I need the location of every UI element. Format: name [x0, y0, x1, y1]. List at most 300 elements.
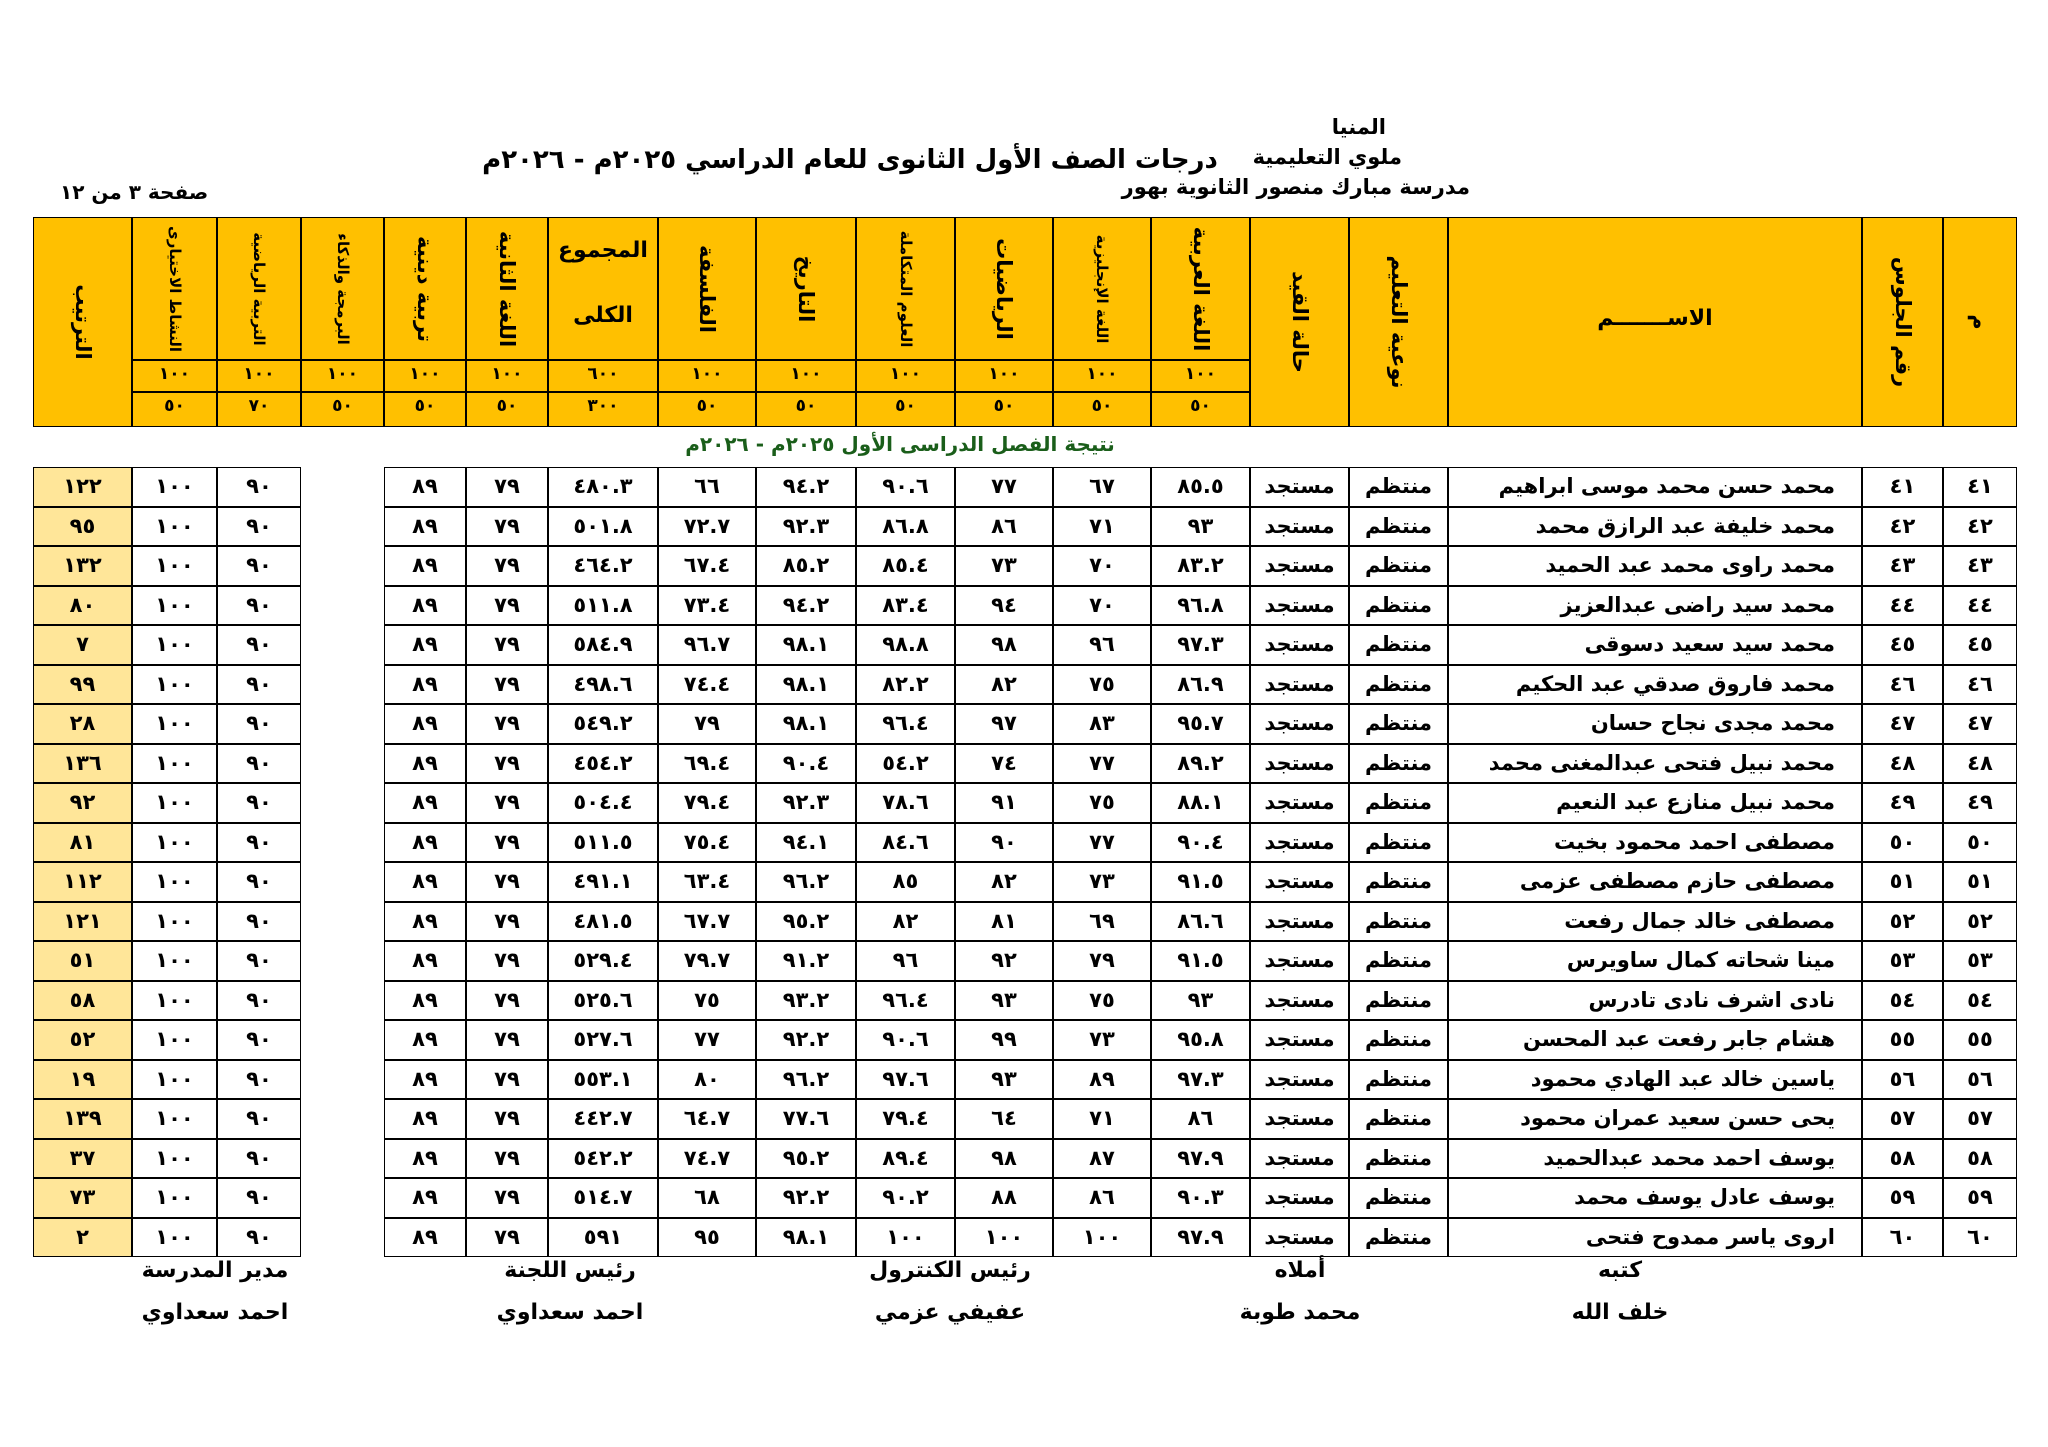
cell-philosophy: ٩٦.٧ [658, 625, 756, 665]
cell-total: ٤٦٤.٢ [548, 546, 658, 586]
cell-activity: ١٠٠ [132, 1139, 217, 1179]
min-mark-english: ٥٠ [1053, 392, 1151, 427]
cell-philosophy: ٦٦ [658, 467, 756, 507]
cell-religion: ٨٩ [384, 862, 466, 902]
cell-history: ٧٧.٦ [756, 1099, 856, 1139]
cell-sports: ٩٠ [217, 625, 301, 665]
cell-seat: ٥٣ [1862, 941, 1943, 981]
cell-rank: ٩٩ [33, 665, 132, 705]
cell-edu: منتظم [1349, 1218, 1448, 1258]
header-second-label: اللغة الثانية [495, 230, 519, 347]
header-religion-label: تربية دينية [413, 235, 437, 342]
cell-name: نادى اشرف نادى تادرس [1448, 981, 1862, 1021]
cell-science: ٧٨.٦ [856, 783, 955, 823]
cell-math: ٨١ [955, 902, 1053, 942]
min-mark-history: ٥٠ [756, 392, 856, 427]
cell-history: ٩٨.١ [756, 665, 856, 705]
cell-second: ٧٩ [466, 625, 548, 665]
max-mark-activity: ١٠٠ [132, 360, 217, 392]
cell-religion: ٨٩ [384, 1060, 466, 1100]
cell-status: مستجد [1250, 823, 1349, 863]
cell-english: ٧٥ [1053, 981, 1151, 1021]
cell-total: ٥٠١.٨ [548, 507, 658, 547]
header-status [1250, 217, 1349, 427]
cell-name: مصطفى خالد جمال رفعت [1448, 902, 1862, 942]
cell-philosophy: ٧٤.٤ [658, 665, 756, 705]
cell-math: ٩٣ [955, 1060, 1053, 1100]
cell-seat: ٤٦ [1862, 665, 1943, 705]
cell-science: ٩٠.٦ [856, 467, 955, 507]
cell-activity: ١٠٠ [132, 1020, 217, 1060]
cell-math: ٨٢ [955, 665, 1053, 705]
cell-philosophy: ٦٧.٧ [658, 902, 756, 942]
cell-math: ٩١ [955, 783, 1053, 823]
cell-english: ١٠٠ [1053, 1218, 1151, 1258]
header-programming-label: البرمجة والذكاء [333, 232, 352, 345]
cell-second: ٧٩ [466, 783, 548, 823]
cell-math: ٨٢ [955, 862, 1053, 902]
cell-science: ٨٣.٤ [856, 586, 955, 626]
cell-arabic: ٨٣.٢ [1151, 546, 1250, 586]
signature-name: احمد سعداوي [141, 1300, 289, 1325]
cell-religion: ٨٩ [384, 744, 466, 784]
cell-num: ٤٩ [1943, 783, 2017, 823]
cell-num: ٥١ [1943, 862, 2017, 902]
cell-second: ٧٩ [466, 941, 548, 981]
cell-num: ٥٠ [1943, 823, 2017, 863]
header-philosophy [658, 217, 756, 360]
cell-history: ٩٤.١ [756, 823, 856, 863]
cell-history: ٩٢.٢ [756, 1020, 856, 1060]
cell-math: ٩٠ [955, 823, 1053, 863]
max-mark-math: ١٠٠ [955, 360, 1053, 392]
cell-science: ٨٢.٢ [856, 665, 955, 705]
cell-second: ٧٩ [466, 981, 548, 1021]
cell-english: ٦٩ [1053, 902, 1151, 942]
max-mark-programming: ١٠٠ [301, 360, 384, 392]
cell-status: مستجد [1250, 665, 1349, 705]
cell-seat: ٥٦ [1862, 1060, 1943, 1100]
cell-arabic: ٨٦.٦ [1151, 902, 1250, 942]
min-mark-second: ٥٠ [466, 392, 548, 427]
cell-seat: ٦٠ [1862, 1218, 1943, 1258]
cell-religion: ٨٩ [384, 546, 466, 586]
cell-history: ٩٠.٤ [756, 744, 856, 784]
cell-math: ٨٨ [955, 1178, 1053, 1218]
header-history [756, 217, 856, 360]
header-math-label: الرياضيات [992, 237, 1016, 340]
cell-arabic: ٩٠.٤ [1151, 823, 1250, 863]
header-sports-label: التربية الرياضية [250, 231, 268, 346]
cell-name: هشام جابر رفعت عبد المحسن [1448, 1020, 1862, 1060]
cell-religion: ٨٩ [384, 665, 466, 705]
header-english [1053, 217, 1151, 360]
cell-rank: ١٣٦ [33, 744, 132, 784]
cell-english: ٩٦ [1053, 625, 1151, 665]
max-mark-total: ٦٠٠ [548, 360, 658, 392]
cell-num: ٤٢ [1943, 507, 2017, 547]
cell-rank: ١٢٢ [33, 467, 132, 507]
cell-history: ٩٤.٢ [756, 586, 856, 626]
cell-seat: ٤١ [1862, 467, 1943, 507]
cell-religion: ٨٩ [384, 783, 466, 823]
cell-arabic: ٩٦.٨ [1151, 586, 1250, 626]
cell-num: ٤٨ [1943, 744, 2017, 784]
signature-name: احمد سعداوي [496, 1300, 644, 1325]
cell-status: مستجد [1250, 625, 1349, 665]
cell-english: ٧٠ [1053, 546, 1151, 586]
cell-activity: ١٠٠ [132, 981, 217, 1021]
cell-num: ٥٨ [1943, 1139, 2017, 1179]
cell-sports: ٩٠ [217, 665, 301, 705]
cell-activity: ١٠٠ [132, 941, 217, 981]
cell-english: ٧٥ [1053, 665, 1151, 705]
cell-second: ٧٩ [466, 467, 548, 507]
cell-seat: ٤٥ [1862, 625, 1943, 665]
cell-math: ٩٧ [955, 704, 1053, 744]
cell-history: ٩٢.٣ [756, 783, 856, 823]
cell-arabic: ٩٥.٧ [1151, 704, 1250, 744]
cell-total: ٤٥٤.٢ [548, 744, 658, 784]
cell-english: ٧١ [1053, 1099, 1151, 1139]
header-edu-label: نوعية التعليم [1386, 255, 1411, 389]
cell-num: ٤٣ [1943, 546, 2017, 586]
min-mark-philosophy: ٥٠ [658, 392, 756, 427]
cell-science: ٨٢ [856, 902, 955, 942]
min-mark-programming: ٥٠ [301, 392, 384, 427]
max-mark-english: ١٠٠ [1053, 360, 1151, 392]
cell-num: ٥٣ [1943, 941, 2017, 981]
cell-total: ٥٥٣.١ [548, 1060, 658, 1100]
cell-science: ٩٦.٤ [856, 704, 955, 744]
cell-activity: ١٠٠ [132, 665, 217, 705]
cell-edu: منتظم [1349, 586, 1448, 626]
cell-name: محمد سيد سعيد دسوقى [1448, 625, 1862, 665]
cell-history: ٩٢.٣ [756, 507, 856, 547]
cell-sports: ٩٠ [217, 823, 301, 863]
cell-second: ٧٩ [466, 1060, 548, 1100]
cell-total: ٤٩٨.٦ [548, 665, 658, 705]
cell-activity: ١٠٠ [132, 902, 217, 942]
cell-name: محمد مجدى نجاح حسان [1448, 704, 1862, 744]
cell-science: ٩٠.٢ [856, 1178, 955, 1218]
cell-history: ٩٤.٢ [756, 467, 856, 507]
header-math [955, 217, 1053, 360]
min-mark-science: ٥٠ [856, 392, 955, 427]
cell-science: ٨٥ [856, 862, 955, 902]
cell-history: ٩٨.١ [756, 704, 856, 744]
header-activity [132, 217, 217, 360]
cell-activity: ١٠٠ [132, 1178, 217, 1218]
cell-total: ٥٩١ [548, 1218, 658, 1258]
cell-science: ٩٠.٦ [856, 1020, 955, 1060]
cell-religion: ٨٩ [384, 823, 466, 863]
cell-english: ٧٣ [1053, 1020, 1151, 1060]
cell-math: ٩٢ [955, 941, 1053, 981]
cell-edu: منتظم [1349, 507, 1448, 547]
header-arabic [1151, 217, 1250, 360]
cell-status: مستجد [1250, 704, 1349, 744]
header-english-label: اللغة الإنجليزية [1093, 234, 1111, 343]
cell-seat: ٥٠ [1862, 823, 1943, 863]
cell-name: محمد حسن محمد موسى ابراهيم [1448, 467, 1862, 507]
cell-philosophy: ٧٢.٧ [658, 507, 756, 547]
max-mark-philosophy: ١٠٠ [658, 360, 756, 392]
cell-philosophy: ٧٤.٧ [658, 1139, 756, 1179]
cell-total: ٥٠٤.٤ [548, 783, 658, 823]
cell-num: ٥٥ [1943, 1020, 2017, 1060]
cell-seat: ٥٢ [1862, 902, 1943, 942]
cell-total: ٥٢٥.٦ [548, 981, 658, 1021]
cell-sports: ٩٠ [217, 941, 301, 981]
cell-num: ٥٧ [1943, 1099, 2017, 1139]
page-title: درجات الصف الأول الثانوى للعام الدراسي ٢٠٢٥م - ٢٠٢٦م [482, 145, 1218, 175]
cell-status: مستجد [1250, 1060, 1349, 1100]
cell-sports: ٩٠ [217, 467, 301, 507]
cell-sports: ٩٠ [217, 1020, 301, 1060]
cell-edu: منتظم [1349, 1020, 1448, 1060]
header-philosophy-label: الفلسفة [695, 244, 719, 333]
cell-status: مستجد [1250, 902, 1349, 942]
cell-math: ٩٩ [955, 1020, 1053, 1060]
cell-total: ٤٩١.١ [548, 862, 658, 902]
administration-label: ملوي التعليمية [1252, 145, 1402, 169]
header-total-line2: الكلى [573, 303, 633, 328]
cell-philosophy: ٩٥ [658, 1218, 756, 1258]
header-history-label: التاريخ [794, 255, 818, 322]
cell-seat: ٥٨ [1862, 1139, 1943, 1179]
cell-philosophy: ٧٣.٤ [658, 586, 756, 626]
max-mark-arabic: ١٠٠ [1151, 360, 1250, 392]
cell-rank: ٢٨ [33, 704, 132, 744]
governorate-label: المنيا [1331, 115, 1386, 139]
signature-name: خلف الله [1571, 1300, 1669, 1325]
cell-second: ٧٩ [466, 1020, 548, 1060]
max-mark-history: ١٠٠ [756, 360, 856, 392]
page-number: صفحة ٣ من ١٢ [60, 180, 209, 204]
cell-status: مستجد [1250, 744, 1349, 784]
cell-religion: ٨٩ [384, 981, 466, 1021]
cell-science: ٨٥.٤ [856, 546, 955, 586]
cell-arabic: ٨٨.١ [1151, 783, 1250, 823]
cell-science: ٩٧.٦ [856, 1060, 955, 1100]
cell-arabic: ٨٦ [1151, 1099, 1250, 1139]
cell-rank: ١١٢ [33, 862, 132, 902]
max-mark-sports: ١٠٠ [217, 360, 301, 392]
cell-status: مستجد [1250, 1020, 1349, 1060]
cell-edu: منتظم [1349, 625, 1448, 665]
cell-edu: منتظم [1349, 665, 1448, 705]
cell-edu: منتظم [1349, 902, 1448, 942]
cell-status: مستجد [1250, 941, 1349, 981]
school-name: مدرسة مبارك منصور الثانوية بهور [1121, 175, 1470, 199]
cell-total: ٤٨١.٥ [548, 902, 658, 942]
header-seat-label: رقم الجلوس [1890, 256, 1915, 388]
cell-second: ٧٩ [466, 665, 548, 705]
cell-science: ١٠٠ [856, 1218, 955, 1258]
cell-name: محمد نبيل فتحى عبدالمغنى محمد [1448, 744, 1862, 784]
cell-arabic: ٩٣ [1151, 981, 1250, 1021]
cell-sports: ٩٠ [217, 1178, 301, 1218]
cell-sports: ٩٠ [217, 1060, 301, 1100]
cell-status: مستجد [1250, 862, 1349, 902]
cell-total: ٥٤٢.٢ [548, 1139, 658, 1179]
cell-arabic: ٩١.٥ [1151, 941, 1250, 981]
cell-arabic: ٩١.٥ [1151, 862, 1250, 902]
cell-science: ٧٩.٤ [856, 1099, 955, 1139]
cell-num: ٥٦ [1943, 1060, 2017, 1100]
cell-science: ٩٦ [856, 941, 955, 981]
cell-math: ٧٤ [955, 744, 1053, 784]
cell-history: ٨٥.٢ [756, 546, 856, 586]
cell-num: ٤٧ [1943, 704, 2017, 744]
cell-seat: ٤٢ [1862, 507, 1943, 547]
cell-rank: ٩٥ [33, 507, 132, 547]
cell-status: مستجد [1250, 1218, 1349, 1258]
cell-religion: ٨٩ [384, 507, 466, 547]
signature-role: رئيس اللجنة [504, 1258, 636, 1283]
cell-math: ١٠٠ [955, 1218, 1053, 1258]
cell-status: مستجد [1250, 981, 1349, 1021]
signature-name: عفيفي عزمي [874, 1300, 1026, 1325]
cell-total: ٥٨٤.٩ [548, 625, 658, 665]
cell-english: ٨٣ [1053, 704, 1151, 744]
cell-english: ٨٦ [1053, 1178, 1151, 1218]
cell-math: ٧٧ [955, 467, 1053, 507]
cell-num: ٤٤ [1943, 586, 2017, 626]
header-religion [384, 217, 466, 360]
cell-history: ٩٣.٢ [756, 981, 856, 1021]
cell-second: ٧٩ [466, 1099, 548, 1139]
cell-name: مصطفى حازم مصطفى عزمى [1448, 862, 1862, 902]
cell-second: ٧٩ [466, 546, 548, 586]
cell-rank: ٥٨ [33, 981, 132, 1021]
cell-religion: ٨٩ [384, 1020, 466, 1060]
cell-total: ٥١٤.٧ [548, 1178, 658, 1218]
cell-science: ٨٩.٤ [856, 1139, 955, 1179]
cell-sports: ٩٠ [217, 783, 301, 823]
max-mark-second: ١٠٠ [466, 360, 548, 392]
cell-seat: ٥٤ [1862, 981, 1943, 1021]
header-name [1448, 217, 1862, 427]
cell-arabic: ٨٩.٢ [1151, 744, 1250, 784]
cell-religion: ٨٩ [384, 902, 466, 942]
cell-seat: ٤٨ [1862, 744, 1943, 784]
cell-english: ٧٩ [1053, 941, 1151, 981]
cell-religion: ٨٩ [384, 1218, 466, 1258]
cell-religion: ٨٩ [384, 467, 466, 507]
cell-total: ٥٤٩.٢ [548, 704, 658, 744]
cell-history: ٩٨.١ [756, 1218, 856, 1258]
cell-rank: ١٢١ [33, 902, 132, 942]
cell-second: ٧٩ [466, 704, 548, 744]
cell-activity: ١٠٠ [132, 1099, 217, 1139]
cell-rank: ٨٠ [33, 586, 132, 626]
cell-edu: منتظم [1349, 1178, 1448, 1218]
cell-num: ٤٦ [1943, 665, 2017, 705]
cell-sports: ٩٠ [217, 704, 301, 744]
header-arabic-label: اللغة العربية [1188, 226, 1213, 351]
cell-rank: ٧٣ [33, 1178, 132, 1218]
cell-history: ٩٥.٢ [756, 1139, 856, 1179]
header-name-label: الاســـــــم [1597, 306, 1713, 331]
min-mark-total: ٣٠٠ [548, 392, 658, 427]
cell-science: ٨٦.٨ [856, 507, 955, 547]
cell-philosophy: ٧٧ [658, 1020, 756, 1060]
cell-history: ٩٦.٢ [756, 862, 856, 902]
cell-name: ياسين خالد عبد الهادي محمود [1448, 1060, 1862, 1100]
cell-second: ٧٩ [466, 862, 548, 902]
cell-philosophy: ٦٣.٤ [658, 862, 756, 902]
cell-sports: ٩٠ [217, 744, 301, 784]
cell-philosophy: ٧٩ [658, 704, 756, 744]
cell-num: ٤٥ [1943, 625, 2017, 665]
cell-seat: ٤٩ [1862, 783, 1943, 823]
cell-total: ٥٢٩.٤ [548, 941, 658, 981]
cell-activity: ١٠٠ [132, 546, 217, 586]
cell-total: ٤٤٢.٧ [548, 1099, 658, 1139]
cell-arabic: ٩٧.٩ [1151, 1139, 1250, 1179]
cell-name: محمد فاروق صدقي عبد الحكيم [1448, 665, 1862, 705]
cell-num: ٥٢ [1943, 902, 2017, 942]
cell-science: ٩٦.٤ [856, 981, 955, 1021]
cell-arabic: ٩٧.٣ [1151, 1060, 1250, 1100]
cell-total: ٥٢٧.٦ [548, 1020, 658, 1060]
cell-name: يوسف احمد محمد عبدالحميد [1448, 1139, 1862, 1179]
header-status-label: حالة القيد [1287, 271, 1312, 373]
cell-religion: ٨٩ [384, 1178, 466, 1218]
cell-arabic: ٩٧.٣ [1151, 625, 1250, 665]
cell-sports: ٩٠ [217, 1139, 301, 1179]
cell-religion: ٨٩ [384, 625, 466, 665]
cell-seat: ٤٣ [1862, 546, 1943, 586]
cell-sports: ٩٠ [217, 586, 301, 626]
cell-rank: ٥١ [33, 941, 132, 981]
cell-edu: منتظم [1349, 1099, 1448, 1139]
header-science [856, 217, 955, 360]
cell-activity: ١٠٠ [132, 1060, 217, 1100]
cell-edu: منتظم [1349, 941, 1448, 981]
cell-english: ٨٩ [1053, 1060, 1151, 1100]
cell-second: ٧٩ [466, 744, 548, 784]
cell-status: مستجد [1250, 1099, 1349, 1139]
cell-name: يحى حسن سعيد عمران محمود [1448, 1099, 1862, 1139]
cell-english: ٦٧ [1053, 467, 1151, 507]
cell-activity: ١٠٠ [132, 704, 217, 744]
cell-rank: ٩٢ [33, 783, 132, 823]
cell-rank: ١٣٢ [33, 546, 132, 586]
cell-religion: ٨٩ [384, 1099, 466, 1139]
cell-status: مستجد [1250, 783, 1349, 823]
cell-english: ٧٧ [1053, 744, 1151, 784]
cell-name: يوسف عادل يوسف محمد [1448, 1178, 1862, 1218]
cell-activity: ١٠٠ [132, 625, 217, 665]
cell-name: محمد نبيل منازع عبد النعيم [1448, 783, 1862, 823]
cell-edu: منتظم [1349, 783, 1448, 823]
cell-name: محمد سيد راضى عبدالعزيز [1448, 586, 1862, 626]
header-sports [217, 217, 301, 360]
cell-rank: ٣٧ [33, 1139, 132, 1179]
cell-edu: منتظم [1349, 744, 1448, 784]
cell-arabic: ٨٥.٥ [1151, 467, 1250, 507]
max-mark-religion: ١٠٠ [384, 360, 466, 392]
cell-activity: ١٠٠ [132, 467, 217, 507]
cell-arabic: ٩٥.٨ [1151, 1020, 1250, 1060]
cell-rank: ١٩ [33, 1060, 132, 1100]
signature-role: كتبه [1597, 1258, 1643, 1283]
cell-english: ٨٧ [1053, 1139, 1151, 1179]
cell-edu: منتظم [1349, 862, 1448, 902]
